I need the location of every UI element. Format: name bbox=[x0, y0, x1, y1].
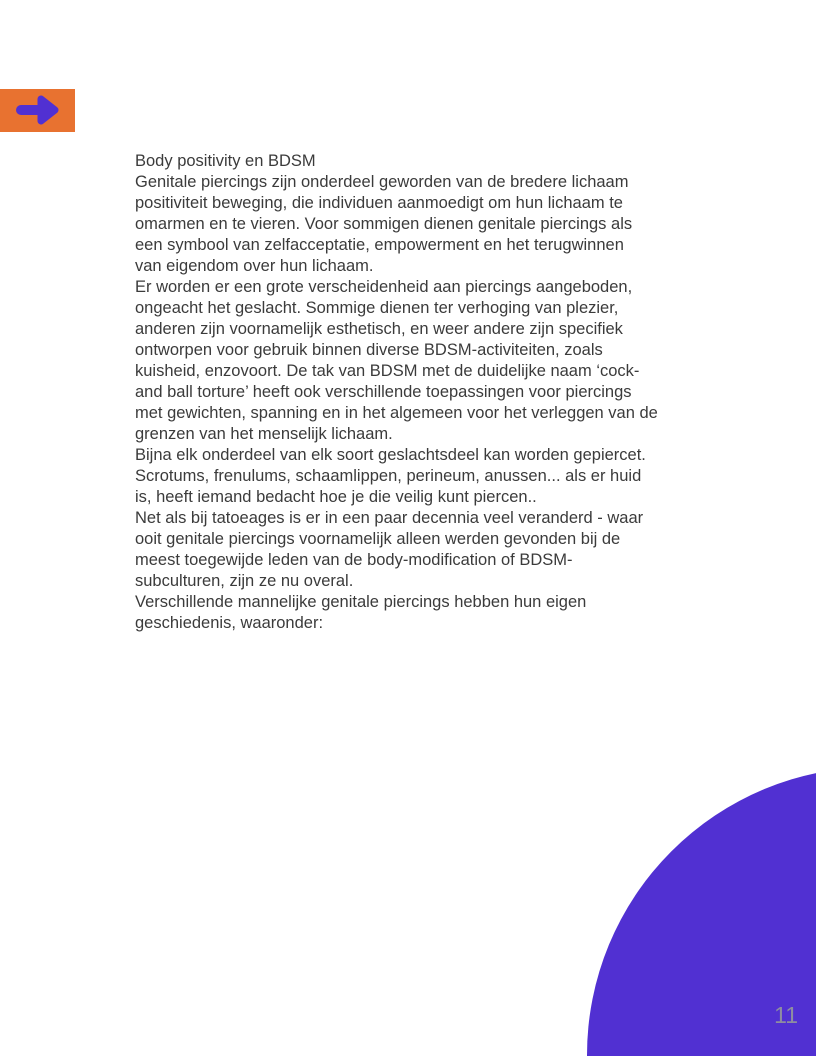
text-line: subculturen, zijn ze nu overal. bbox=[135, 572, 354, 590]
text-line: Er worden er een grote verscheidenheid aan piercings aangeboden, bbox=[135, 278, 633, 296]
section-heading: Body positivity en BDSM bbox=[135, 152, 316, 170]
body-lines bbox=[135, 172, 700, 634]
text-line: Verschillende mannelijke genitale piercings hebben hun eigen bbox=[135, 593, 587, 611]
text-line: met gewichten, spanning en in het algemeen voor het verleggen van de bbox=[135, 404, 658, 422]
text-line: grenzen van het menselijk lichaam. bbox=[135, 425, 393, 443]
text-line: van eigendom over hun lichaam. bbox=[135, 257, 374, 275]
text-line: Scrotums, frenulums, schaamlippen, perineum, anussen... als er huid bbox=[135, 467, 642, 485]
text-line: Net als bij tatoeages is er in een paar decennia veel veranderd - waar bbox=[135, 509, 644, 527]
text-line: omarmen en te vieren. Voor sommigen dienen genitale piercings als bbox=[135, 215, 633, 233]
orange-accent-block bbox=[0, 89, 75, 132]
text-line: kuisheid, enzovoort. De tak van BDSM met de duidelijke naam ‘cock- bbox=[135, 362, 640, 380]
text-line: ongeacht het geslacht. Sommige dienen ter verhoging van plezier, bbox=[135, 299, 619, 317]
text-line: Bijna elk onderdeel van elk soort geslachtsdeel kan worden gepiercet. bbox=[135, 446, 646, 464]
text-line: is, heeft iemand bedacht hoe je die veilig kunt piercen.. bbox=[135, 488, 537, 506]
text-line: ontworpen voor gebruik binnen diverse BDSM-activiteiten, zoals bbox=[135, 341, 603, 359]
text-line: meest toegewijde leden van de body-modification of BDSM- bbox=[135, 551, 573, 569]
text-line: ooit genitale piercings voornamelijk alleen werden gevonden bij de bbox=[135, 530, 621, 548]
text-line: positiviteit beweging, die individuen aanmoedigt om hun lichaam te bbox=[135, 194, 623, 212]
text-line: geschiedenis, waaronder: bbox=[135, 614, 324, 632]
body-text bbox=[135, 151, 700, 634]
text-line: Genitale piercings zijn onderdeel geworden van de bredere lichaam bbox=[135, 173, 629, 191]
page-number: 11 bbox=[774, 1002, 798, 1028]
text-line: een symbool van zelfacceptatie, empowerment en het terugwinnen bbox=[135, 236, 624, 254]
text-line: anderen zijn voornamelijk esthetisch, en weer andere zijn specifiek bbox=[135, 320, 623, 338]
arrow-right-icon bbox=[14, 92, 62, 128]
text-line: and ball torture’ heeft ook verschillende toepassingen voor piercings bbox=[135, 383, 632, 401]
